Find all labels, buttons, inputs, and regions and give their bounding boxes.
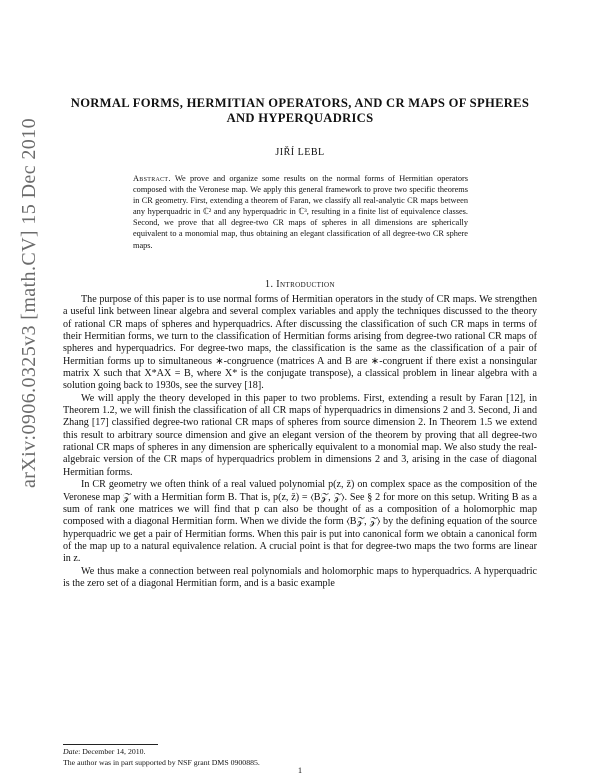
date-value: : December 14, 2010. bbox=[78, 747, 146, 756]
paragraph: In CR geometry we often think of a real valued polynomial p(z, z̄) on complex space as the composition of the Veronese map 𝒵 with a Hermitian form B. That is, p(z, z̄) = ⟨B𝒵, 𝒵⟩. See § 2 for more on this setup. Writing B as a sum of rank one matrices we will find that p can also be thought of as a composition of a holomorphic map composed with a diagonal Hermitian form. When we divide the form ⟨B𝒵, 𝒵⟩ by the defining equation of the source hyperquadric we get a pair of Hermitian forms. When this pair is put into canonical form we obtain a canonical form of the map up to a natural equivalence relation. A crucial point is that for degree-two maps the two forms are linear in z. bbox=[63, 479, 537, 565]
abstract-label: Abstract. bbox=[133, 174, 171, 183]
footnote-date bbox=[63, 747, 537, 758]
page-number: 1 bbox=[297, 765, 303, 775]
date-label: Date bbox=[63, 747, 79, 756]
paper-author: JIŘÍ LEBL bbox=[275, 147, 325, 158]
paper-title: NORMAL FORMS, HERMITIAN OPERATORS, AND CR MAPS OF SPHERES AND HYPERQUADRICS bbox=[70, 96, 530, 125]
footnote-rule bbox=[63, 744, 158, 745]
abstract-text: We prove and organize some results on the normal forms of Hermitian operators composed with the Veronese map. We apply this general framework to prove two specific theorems in CR geometry. First, extending a theorem of Faran, we classify all real-analytic CR maps between any hyperquadric in ℂ² and any hyperquadric in ℂ³, resulting in a finite list of equivalence classes. Second, we prove that all degree-two CR maps of spheres in all dimensions are spherically equivalent to a monomial map, thus obtaining an elegant classification of all degree-two CR sphere maps. bbox=[133, 174, 468, 250]
footnote-support: The author was in part supported by NSF grant DMS 0900885. bbox=[63, 757, 260, 767]
paragraph: We will apply the theory developed in this paper to two problems. First, extending a result by Faran [12], in Theorem 1.2, we will finish the classification of all CR maps of hyperquadrics in dimensions 2 and 3. Second, Ji and Zhang [17] classified degree-two rational CR maps of spheres from source dimension 2. In Theorem 1.5 we extend this result to arbitrary source dimension and give an elegant version of the theorem by proving that all degree-two rational CR maps of spheres in any dimension are spherically equivalent to a monomial map. We also study the real-algebraic version of the CR maps of hyperquadrics problem in dimensions 2 and 3, arising in the case of diagonal Hermitian forms. bbox=[63, 392, 537, 478]
paragraph: We thus make a connection between real polynomials and holomorphic maps to hyperquadrics. A hyperquadric is the zero set of a diagonal Hermitian form, and is a basic example bbox=[63, 565, 537, 589]
paragraph: The purpose of this paper is to use normal forms of Hermitian operators in the study of CR maps. We strengthen a useful link between linear algebra and several complex variables and apply the techniques discussed to the theory of rational CR maps of spheres and hyperquadrics. After discussing the classification of such CR maps in terms of their Hermitian forms, we turn to the classification of Hermitian forms arising from degree-two rational CR maps of spheres and hyperquadrics. For degree-two maps, the classification is the same as the classification of a pair of Hermitian forms up to simultaneous ∗-congruence (matrices A and B are ∗-congruent if there exist a nonsingular matrix X such that X*AX = B, where X* is the conjugate transpose), a classical problem in linear algebra with a solution going back to 1930s, see the survey [18]. bbox=[63, 294, 537, 392]
section-heading: 1. Introduction bbox=[265, 279, 335, 290]
introduction-body bbox=[63, 294, 537, 590]
arxiv-identifier-stamp: arXiv:0906.0325v3 [math.CV] 15 Dec 2010 bbox=[18, 118, 40, 488]
abstract bbox=[133, 173, 468, 251]
